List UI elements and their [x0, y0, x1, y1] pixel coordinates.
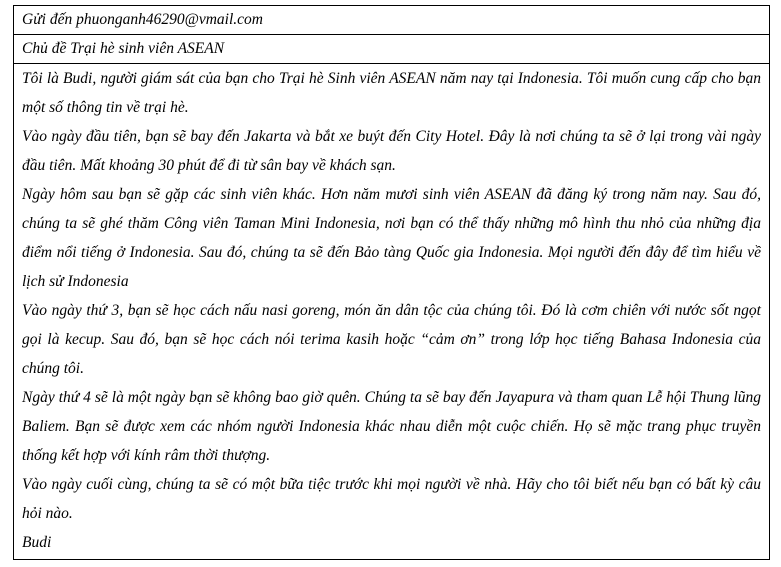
paragraph-day-1: Vào ngày đầu tiên, bạn sẽ bay đến Jakarta và bắt xe buýt đến City Hotel. Đây là nơi chúng ta sẽ ở lại trong vài ngày đầu tiên. Mất khoảng 30 phút để đi từ sân bay về khách sạn. — [22, 128, 761, 174]
subject-line: Chủ đề Trại hè sinh viên ASEAN — [14, 35, 769, 64]
recipient-line: Gửi đến phuonganh46290@vmail.com — [14, 6, 769, 35]
paragraph-last-day: Vào ngày cuối cùng, chúng ta sẽ có một bữa tiệc trước khi mọi người về nhà. Hãy cho tôi biết nếu bạn có bất kỳ câu hỏi nào. — [22, 476, 761, 522]
signature: Budi — [22, 534, 52, 551]
paragraph-day-4: Ngày thứ 4 sẽ là một ngày bạn sẽ không bao giờ quên. Chúng ta sẽ bay đến Jayapura và tham quan Lễ hội Thung lũng Baliem. Bạn sẽ được xem các nhóm người Indonesia khác nhau diễn một cuộc chiến. Họ sẽ mặc trang phục truyền thống kết hợp với kính râm thời thượng. — [22, 389, 761, 464]
email-box — [13, 5, 770, 560]
paragraph-day-2: Ngày hôm sau bạn sẽ gặp các sinh viên khác. Hơn năm mươi sinh viên ASEAN đã đăng ký trong năm nay. Sau đó, chúng ta sẽ ghé thăm Công viên Taman Mini Indonesia, nơi bạn có thể thấy những mô hình thu nhỏ của những địa điểm nổi tiếng ở Indonesia. Sau đó, chúng ta sẽ đến Bảo tàng Quốc gia Indonesia. Mọi người đến đây để tìm hiểu về lịch sử Indonesia — [22, 186, 761, 290]
paragraph-intro: Tôi là Budi, người giám sát của bạn cho Trại hè Sinh viên ASEAN năm nay tại Indonesia. Tôi muốn cung cấp cho bạn một số thông tin về trại hè. — [22, 70, 761, 116]
paragraph-day-3: Vào ngày thứ 3, bạn sẽ học cách nấu nasi goreng, món ăn dân tộc của chúng tôi. Đó là cơm chiên với nước sốt ngọt gọi là kecup. Sau đó, bạn sẽ học cách nói terima kasih hoặc “cảm ơn” trong lớp học tiếng Bahasa Indonesia của chúng tôi. — [22, 302, 761, 377]
email-body — [14, 64, 769, 559]
